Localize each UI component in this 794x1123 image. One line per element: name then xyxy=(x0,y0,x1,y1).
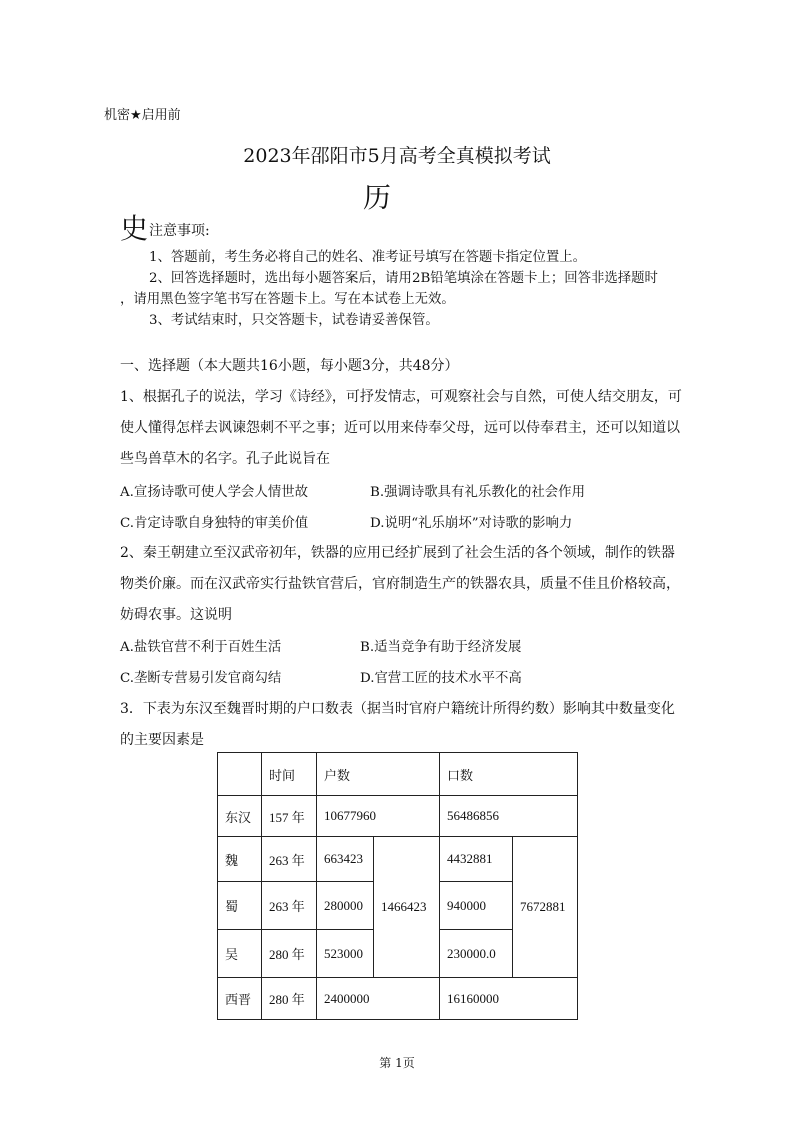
dynasty-cell: 蜀 xyxy=(218,882,262,930)
question-2-option-c: C.垄断专营易引发官商勾结 xyxy=(120,671,282,686)
population-cell: 230000.0 xyxy=(440,930,513,978)
question-1-line: 些鸟兽草木的名字。孔子此说旨在 xyxy=(120,451,330,467)
question-3-line: 3．下表为东汉至魏晋时期的户口数表（据当时官府户籍统计所得约数）影响其中数量变化 xyxy=(120,701,675,717)
table-row xyxy=(218,837,578,882)
table-header-cell: 口数 xyxy=(440,753,578,796)
year-cell: 157 年 xyxy=(262,796,317,837)
households-cell: 523000 xyxy=(317,930,374,978)
dynasty-cell: 魏 xyxy=(218,837,262,882)
question-2-line: 物类价廉。而在汉武帝实行盐铁官营后，官府制造生产的铁器农具，质量不佳且价格较高， xyxy=(120,576,680,592)
population-cell: 4432881 xyxy=(440,837,513,882)
table-header-cell: 时间 xyxy=(262,753,317,796)
table-row xyxy=(218,978,578,1020)
section-title: 一、选择题（本大题共16小题，每小题3分，共48分） xyxy=(120,358,459,374)
question-2-option-b: B.适当竞争有助于经济发展 xyxy=(360,640,522,655)
question-2-option-d: D.官营工匠的技术水平不高 xyxy=(360,671,522,686)
table-header-cell xyxy=(218,753,262,796)
year-cell: 263 年 xyxy=(262,837,317,882)
question-1-option-d: D.说明“礼乐崩坏”对诗歌的影响力 xyxy=(370,516,573,531)
notice-item: ，请用黑色签字笔书写在答题卡上。写在本试卷上无效。 xyxy=(120,292,455,307)
table-header-cell: 户数 xyxy=(317,753,440,796)
dynasty-cell: 吴 xyxy=(218,930,262,978)
population-cell: 56486856 xyxy=(440,796,578,837)
subject-char-2: 史 xyxy=(120,212,149,245)
question-2-option-a: A.盐铁官营不利于百姓生活 xyxy=(120,640,282,655)
population-cell: 940000 xyxy=(440,882,513,930)
year-cell: 280 年 xyxy=(262,978,317,1020)
year-cell: 263 年 xyxy=(262,882,317,930)
question-1-line: 使人懂得怎样去讽谏怨刺不平之事；近可以用来侍奉父母，远可以侍奉君主，还可以知道以 xyxy=(120,420,680,436)
question-2-line: 2、秦王朝建立至汉武帝初年，铁器的应用已经扩展到了社会生活的各个领域，制作的铁器 xyxy=(120,545,675,561)
notice-heading: 注意事项: xyxy=(149,223,210,239)
question-1-option-b: B.强调诗歌具有礼乐教化的社会作用 xyxy=(370,485,585,500)
question-1-option-c: C.肯定诗歌自身独特的审美价值 xyxy=(120,516,309,531)
population-total-cell: 7672881 xyxy=(513,837,578,978)
dynasty-cell: 东汉 xyxy=(218,796,262,837)
page-number: 第 1页 xyxy=(379,1056,415,1070)
subject-char-1: 历 xyxy=(363,181,392,214)
population-table xyxy=(217,752,578,1020)
question-3-line: 的主要因素是 xyxy=(120,732,204,748)
exam-title: 2023年邵阳市5月高考全真模拟考试 xyxy=(243,145,551,167)
households-cell: 10677960 xyxy=(317,796,440,837)
households-total-cell: 1466423 xyxy=(374,837,440,978)
year-cell: 280 年 xyxy=(262,930,317,978)
households-cell: 280000 xyxy=(317,882,374,930)
notice-item: 2、回答选择题时，选出每小题答案后，请用2B铅笔填涂在答题卡上；回答非选择题时 xyxy=(149,271,658,286)
question-1-option-a: A.宣扬诗歌可使人学会人情世故 xyxy=(120,485,309,500)
table-header-row xyxy=(218,753,578,796)
question-2-line: 妨碍农事。这说明 xyxy=(120,607,232,623)
households-cell: 2400000 xyxy=(317,978,440,1020)
dynasty-cell: 西晋 xyxy=(218,978,262,1020)
population-cell: 16160000 xyxy=(440,978,578,1020)
confidential-label: 机密★启用前 xyxy=(104,108,181,123)
households-cell: 663423 xyxy=(317,837,374,882)
table-row xyxy=(218,796,578,837)
notice-item: 1、答题前，考生务必将自己的姓名、准考证号填写在答题卡指定位置上。 xyxy=(149,250,587,265)
notice-item: 3、考试结束时，只交答题卡，试卷请妥善保管。 xyxy=(149,313,439,328)
question-1-line: 1、根据孔子的说法，学习《诗经》，可抒发情志，可观察社会与自然，可使人结交朋友，可 xyxy=(120,389,682,405)
